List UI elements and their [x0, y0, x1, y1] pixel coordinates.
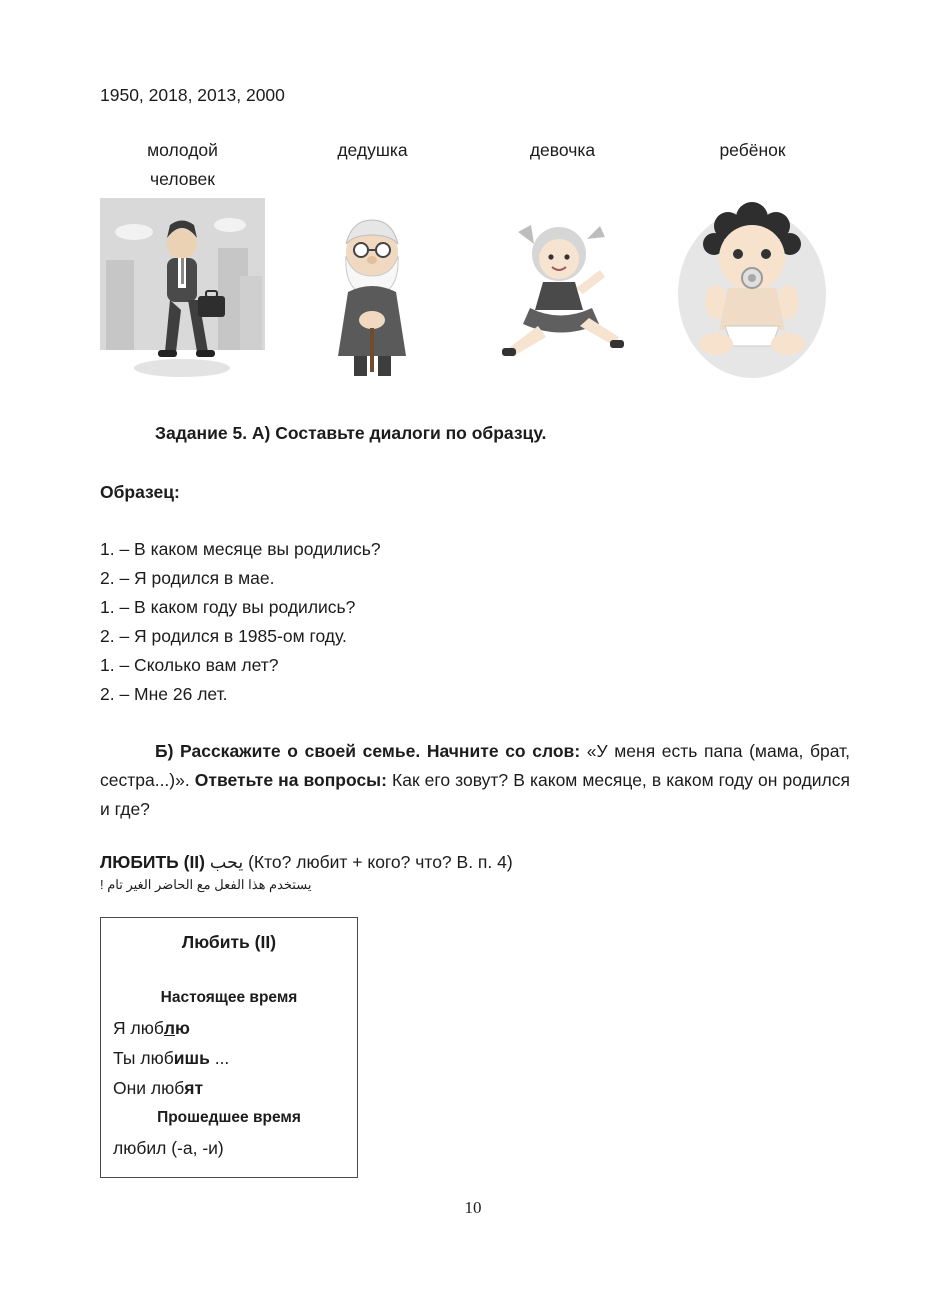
dialog-line: 2. – Я родился в 1985-ом году.	[100, 626, 347, 646]
task5-heading: Задание 5. А) Составьте диалоги по образцу.	[155, 423, 547, 443]
form-ya-underlined: л	[163, 1018, 175, 1038]
form-oni	[113, 1073, 345, 1103]
vocab-item	[100, 136, 265, 383]
present-tense-label: Настоящее время	[160, 989, 298, 1006]
dialog-line: 2. – Я родился в мае.	[100, 568, 275, 588]
form-ty-suffix: ...	[209, 1048, 230, 1068]
form-ty	[113, 1043, 345, 1073]
vocab-label: девочка	[529, 140, 596, 160]
task-b-quote: «У меня есть папа (мама, брат, сестра...)».	[100, 741, 850, 790]
vocab-label: молодой человек	[147, 140, 218, 189]
vocab-label: ребёнок	[719, 140, 786, 160]
vocab-item	[290, 136, 455, 383]
form-ya-bold: ю	[174, 1018, 190, 1038]
task-b-bold-questions: Ответьте на вопросы:	[194, 770, 393, 790]
page-number: 10	[464, 1198, 482, 1217]
years-line: 1950, 2018, 2013, 2000	[100, 85, 285, 105]
young-man-illustration	[100, 198, 265, 383]
dialog-line: 1. – В каком месяце вы родились?	[100, 539, 381, 559]
form-oni-bold: ят	[184, 1078, 204, 1098]
past-tense-label: Прошедшее время	[157, 1109, 301, 1126]
form-ty-bold: ишь	[173, 1048, 210, 1068]
past-form: любил (-а, -и)	[113, 1138, 224, 1158]
task-b-questions: Как его зовут? В каком месяце, в каком году он родился и где?	[100, 770, 850, 819]
verb-grammar-note: (Кто? любит + кого? что? В. п. 4)	[243, 852, 513, 872]
verb-arabic: يحب	[209, 852, 244, 872]
form-oni-prefix: Они люб	[113, 1078, 185, 1098]
vocab-label: дедушка	[337, 140, 408, 160]
girl-illustration	[480, 198, 645, 383]
conjugation-title: Любить (II)	[181, 932, 277, 952]
vocab-item	[480, 136, 645, 383]
verb-title: ЛЮБИТЬ (II)	[100, 852, 210, 872]
dialog-line: 1. – В каком году вы родились?	[100, 597, 356, 617]
dialog-line: 2. – Мне 26 лет.	[100, 684, 228, 704]
sample-label: Образец:	[100, 482, 180, 502]
vocabulary-row	[100, 136, 850, 383]
verb-header	[100, 852, 850, 873]
form-ty-prefix: Ты люб	[113, 1048, 174, 1068]
form-ya-prefix: Я люб	[113, 1018, 164, 1038]
grandfather-illustration	[290, 198, 455, 383]
task-b-bold-intro: Б) Расскажите о своей семье. Начните со слов:	[155, 741, 587, 761]
conjugation-box	[100, 917, 358, 1178]
form-ya	[113, 1013, 345, 1043]
vocab-item	[670, 136, 835, 383]
task-b-paragraph	[100, 737, 850, 824]
arabic-usage-note: يستخدم هذا الفعل مع الحاضر الغير تام !	[100, 877, 312, 892]
dialog-block	[100, 535, 850, 709]
dialog-line: 1. – Сколько вам лет?	[100, 655, 279, 675]
baby-illustration	[670, 198, 835, 383]
